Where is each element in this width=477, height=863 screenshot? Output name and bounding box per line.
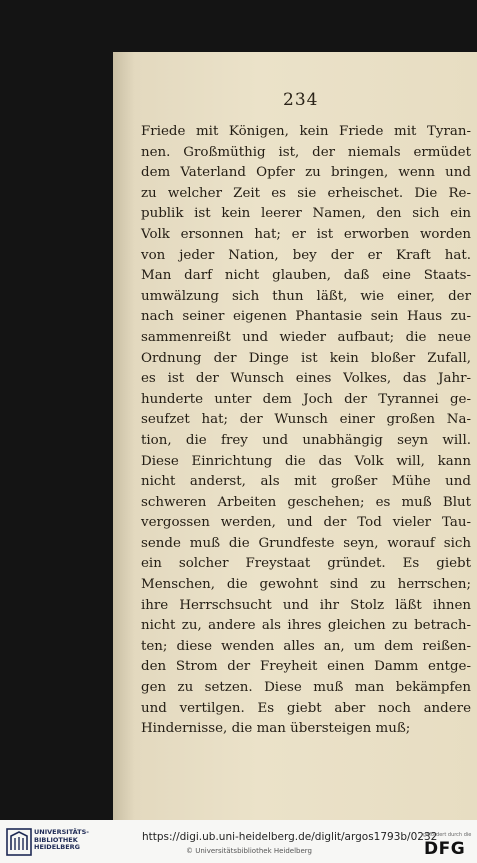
text-line: sammenreißt und wieder aufbaut; die neue	[141, 329, 471, 345]
text-line: ein solcher Freystaat gründet. Es giebt	[141, 556, 471, 572]
book-page	[113, 52, 477, 820]
dfg-logo: DFG	[424, 839, 466, 859]
text-line: Diese Einrichtung die das Volk will, kann	[141, 453, 471, 469]
text-line: ihre Herrschsucht und ihr Stolz läßt ihnen	[141, 597, 471, 613]
text-line: den Strom der Freyheit einen Damm entge-	[141, 659, 471, 675]
text-line: Ordnung der Dinge ist kein bloßer Zufall,	[141, 350, 471, 366]
permalink-url[interactable]: https://digi.ub.uni-heidelberg.de/diglit/argos1793b/0232	[142, 831, 438, 843]
text-line: hunderte unter dem Joch der Tyrannei ge-	[141, 391, 471, 407]
text-line: umwälzung sich thun läßt, wie einer, der	[141, 288, 471, 304]
library-name: UNIVERSITÄTS- BIBLIOTHEK HEIDELBERG	[34, 828, 89, 852]
text-line: zu welcher Zeit es sie erheischet. Die Re-	[141, 185, 471, 201]
text-line: publik ist kein leerer Namen, den sich ein	[141, 206, 471, 222]
text-line: und vertilgen. Es giebt aber noch andere	[141, 700, 471, 716]
text-line: vergossen werden, und der Tod vieler Tau-	[141, 515, 471, 531]
text-line: nen. Großmüthig ist, der niemals ermüdet	[141, 144, 471, 160]
text-line: ten; diese wenden alles an, um dem reißen-	[141, 638, 471, 654]
text-line: dem Vaterland Opfer zu bringen, wenn und	[141, 165, 471, 181]
text-line: von jeder Nation, bey der er Kraft hat.	[141, 247, 471, 263]
text-line: nicht anderst, als mit großer Mühe und	[141, 474, 471, 490]
text-line: Man darf nicht glauben, daß eine Staats-	[141, 268, 471, 284]
page-text	[141, 122, 471, 740]
text-line: Menschen, die gewohnt sind zu herrschen;	[141, 577, 471, 593]
text-line: gen zu setzen. Diese muß man bekämpfen	[141, 680, 471, 696]
text-line: schweren Arbeiten geschehen; es muß Blut	[141, 494, 471, 510]
text-line: sende muß die Grundfeste seyn, worauf sich	[141, 535, 471, 551]
text-line: Hindernisse, die man übersteigen muß;	[141, 721, 411, 737]
text-line: Friede mit Königen, kein Friede mit Tyran-	[141, 124, 471, 139]
text-line: nicht zu, andere als ihres gleichen zu betrach-	[141, 618, 471, 634]
text-line: nach seiner eigenen Phantasie sein Haus zu-	[141, 309, 471, 325]
page-number: 234	[283, 90, 319, 110]
viewer-footer	[0, 820, 477, 863]
university-library-logo-icon	[6, 828, 32, 856]
funded-by-label: gefördert durch die	[423, 832, 472, 838]
copyright-notice: © Universitätsbibliothek Heidelberg	[186, 847, 313, 855]
text-line: tion, die frey und unabhängig seyn will.	[141, 432, 471, 448]
text-line: seufzet hat; der Wunsch einer großen Na-	[141, 412, 471, 428]
text-line: Volk ersonnen hat; er ist erworben worden	[141, 226, 471, 242]
text-line: es ist der Wunsch eines Volkes, das Jahr-	[141, 371, 471, 387]
